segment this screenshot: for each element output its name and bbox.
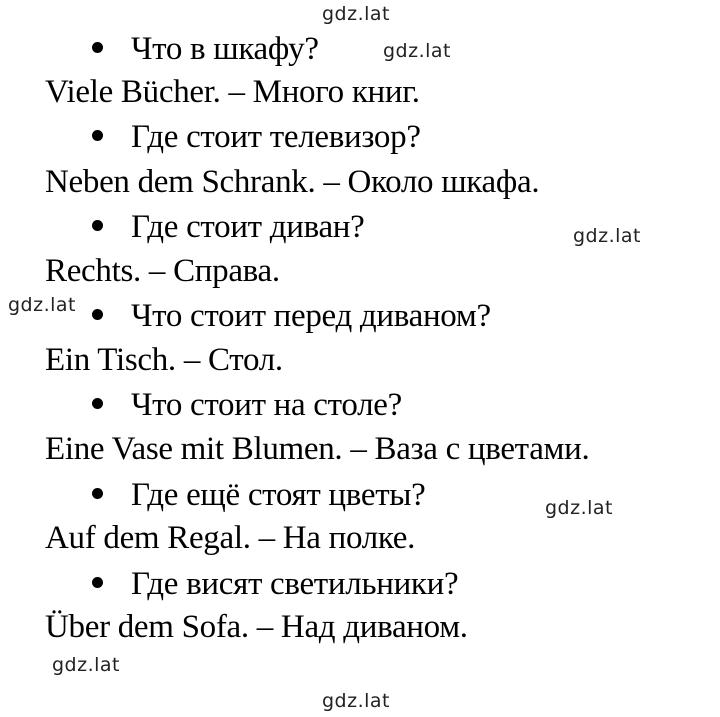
bullet-icon bbox=[92, 577, 103, 588]
answer-text: Ein Tisch. – Стол. bbox=[45, 342, 283, 378]
question-item bbox=[92, 29, 319, 69]
question-item bbox=[92, 475, 426, 515]
question-text: Что в шкафу? bbox=[131, 31, 319, 67]
question-text: Что стоит на столе? bbox=[131, 387, 402, 423]
watermark: gdz.lat bbox=[545, 497, 614, 519]
question-item bbox=[92, 564, 458, 604]
answer-text: Viele Bücher. – Много книг. bbox=[45, 74, 420, 110]
bullet-icon bbox=[92, 309, 103, 320]
watermark: gdz.lat bbox=[8, 294, 77, 316]
answer-text: Rechts. – Справа. bbox=[45, 253, 280, 289]
answer-text: Auf dem Regal. – На полке. bbox=[45, 520, 416, 556]
bullet-icon bbox=[92, 220, 103, 231]
answer-text: Eine Vase mit Blumen. – Ваза с цветами. bbox=[45, 431, 590, 467]
bullet-icon bbox=[92, 488, 103, 499]
bullet-icon bbox=[92, 130, 103, 141]
question-item bbox=[92, 296, 491, 336]
watermark: gdz.lat bbox=[573, 225, 642, 247]
question-text: Где стоит диван? bbox=[131, 209, 365, 245]
answer-text: Neben dem Schrank. – Около шкафа. bbox=[45, 164, 540, 200]
answer-text: Über dem Sofa. – Над диваном. bbox=[45, 609, 468, 645]
question-text: Что стоит перед диваном? bbox=[131, 298, 491, 334]
question-text: Где стоит телевизор? bbox=[131, 119, 421, 155]
question-text: Где ещё стоят цветы? bbox=[131, 477, 426, 513]
question-item bbox=[92, 117, 421, 157]
watermark: gdz.lat bbox=[322, 3, 391, 25]
question-item bbox=[92, 207, 365, 247]
watermark: gdz.lat bbox=[322, 690, 391, 712]
question-text: Где висят светильники? bbox=[131, 566, 459, 602]
bullet-icon bbox=[92, 398, 103, 409]
watermark: gdz.lat bbox=[383, 40, 452, 62]
question-item bbox=[92, 385, 402, 425]
watermark: gdz.lat bbox=[52, 654, 121, 676]
bullet-icon bbox=[92, 42, 103, 53]
